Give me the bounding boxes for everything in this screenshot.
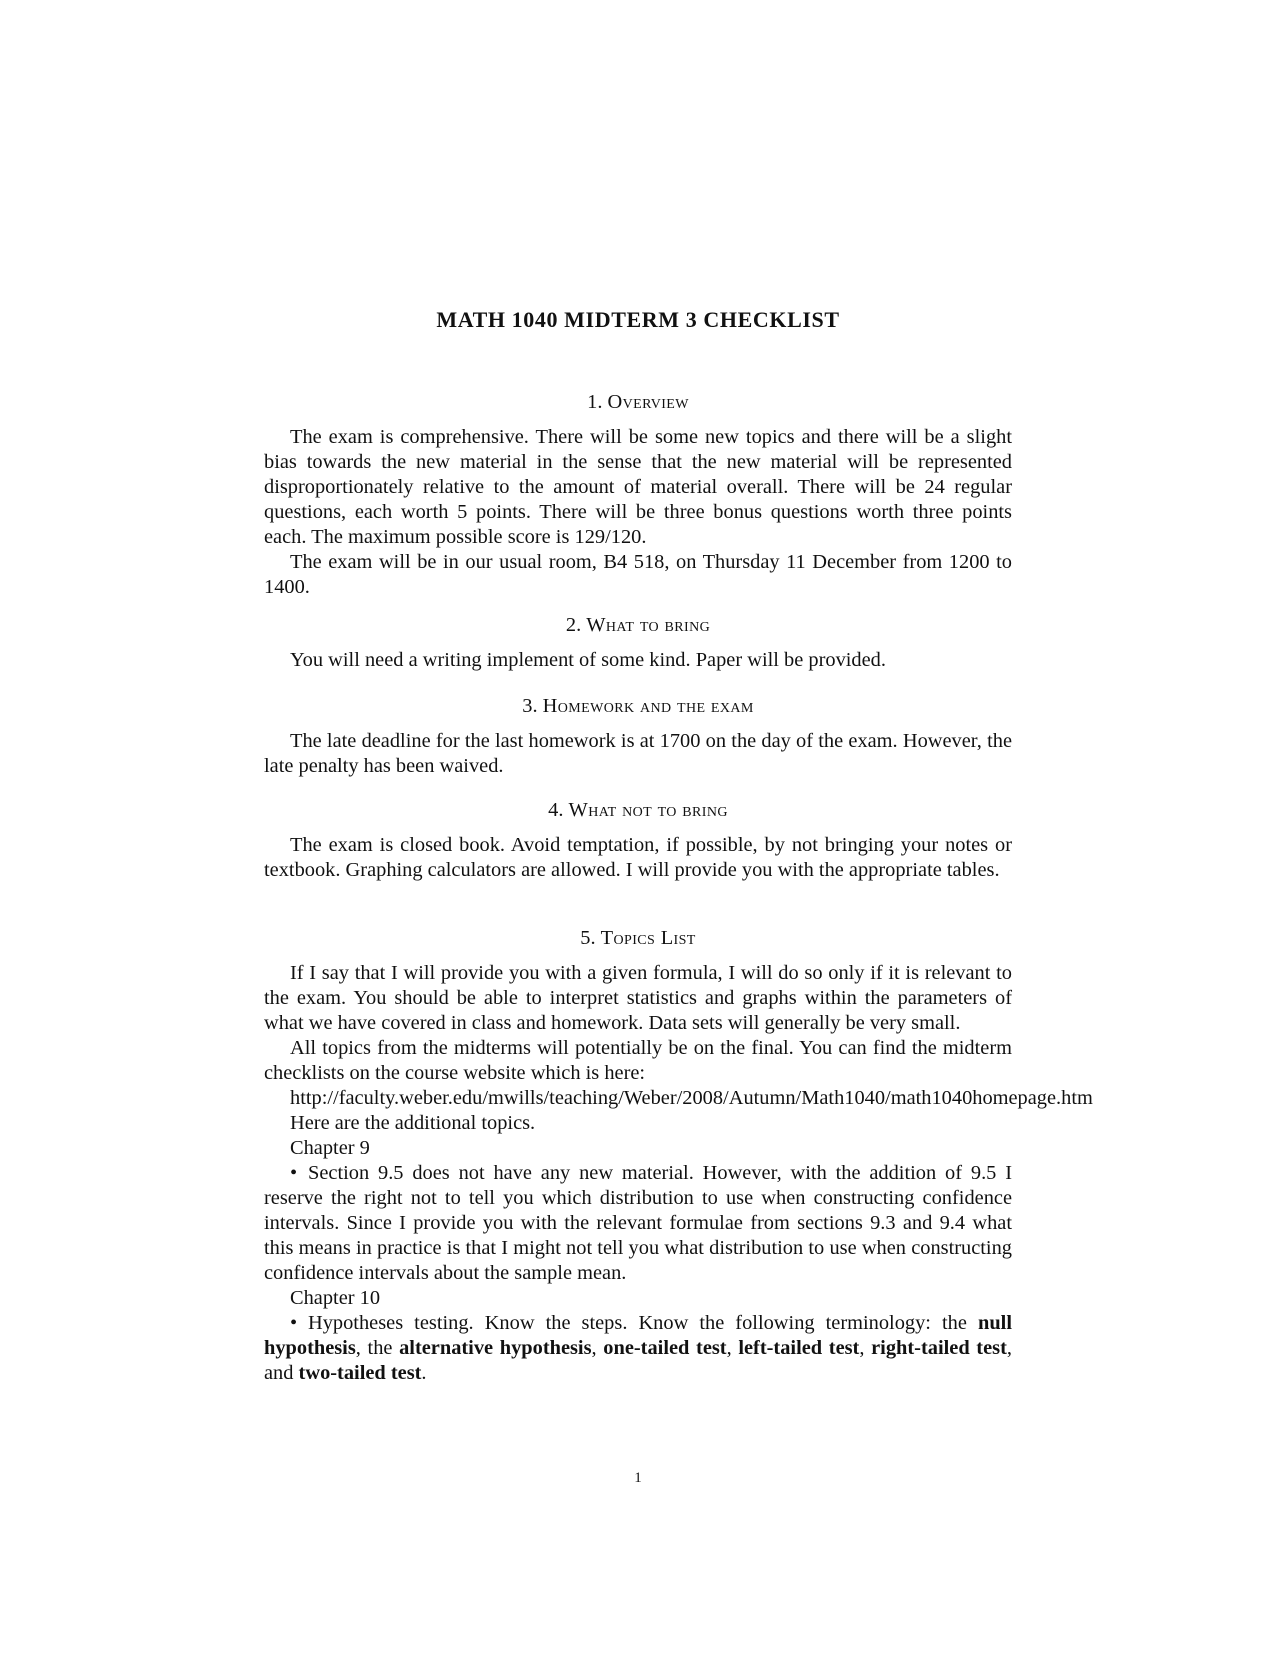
term: one-tailed test [603, 1337, 727, 1359]
section-number: 5. [580, 927, 596, 949]
paragraph: The exam is comprehensive. There will be some new topics and there will be a slight bias towards the new material in the sense that the new material will be represented disproportionately relative to the amount of material overall. There will be 24 regular questions, each worth 5 points. There will be three bonus questions worth three points each. The maximum possible score is 129/120. [264, 426, 1012, 548]
list-item [264, 1161, 1012, 1286]
section-heading-overview [264, 390, 1012, 415]
paragraph: Here are the additional topics. [290, 1112, 536, 1134]
term: alternative hypothesis [399, 1337, 592, 1359]
section-body-homework [264, 729, 1012, 779]
term: null hypothesis [264, 1312, 1012, 1359]
section-heading-topics [264, 926, 1012, 951]
list-item [264, 1311, 1012, 1386]
section-title: Overview [607, 391, 689, 413]
connector: , and [264, 1337, 1012, 1384]
paragraph: The exam is closed book. Avoid temptation, if possible, by not bringing your notes or textbook. Graphing calculators are allowed. I will provide you with the appropriate tables. [264, 834, 1012, 881]
section-number: 4. [548, 799, 564, 821]
section-title: Homework and the exam [542, 695, 754, 717]
chapter-label: Chapter 9 [290, 1137, 370, 1159]
section-number: 1. [587, 391, 603, 413]
bullet-icon: • [290, 1312, 298, 1334]
section-title: What not to bring [568, 799, 728, 821]
document-title: MATH 1040 MIDTERM 3 CHECKLIST [436, 307, 840, 332]
term: left-tailed test [738, 1337, 860, 1359]
paragraph: If I say that I will provide you with a given formula, I will do so only if it is relevant to the exam. You should be able to interpret statistics and graphs within the parameters of what we have covered in class and homework. Data sets will generally be very small. [264, 962, 1012, 1034]
list-item-text: Section 9.5 does not have any new material. However, with the addition of 9.5 I reserve the right not to tell you which distribution to use when constructing confidence intervals. Since I provide you with the relevant formulae from sections 9.3 and 9.4 what this means in practice is that I might not tell you what distribution to use when constructing confidence intervals about the sample mean. [264, 1162, 1012, 1284]
section-heading-homework [264, 694, 1012, 719]
course-website-link[interactable]: http://faculty.weber.edu/mwills/teaching/Weber/2008/Autumn/Math1040/math1040homepage.htm [290, 1087, 1093, 1109]
term: two-tailed test [298, 1362, 422, 1384]
section-body-what-to-bring [264, 648, 1012, 673]
paragraph: All topics from the midterms will potentially be on the final. You can find the midterm checklists on the course website which is here: [264, 1037, 1012, 1084]
chapter-label: Chapter 10 [290, 1287, 381, 1309]
list-item-text: Hypotheses testing. Know the steps. Know the following terminology: the [308, 1312, 967, 1334]
connector: , [591, 1337, 604, 1359]
section-title: Topics List [600, 927, 696, 949]
section-body-overview [264, 425, 1012, 600]
paragraph: The late deadline for the last homework is at 1700 on the day of the exam. However, the late penalty has been waived. [264, 730, 1012, 777]
connector: , [726, 1337, 739, 1359]
section-number: 2. [565, 614, 582, 636]
connector: . [421, 1362, 427, 1384]
section-title: What to bring [586, 614, 711, 636]
connector: , the [355, 1337, 400, 1359]
section-number: 3. [522, 695, 538, 717]
term: right-tailed test [871, 1337, 1007, 1359]
section-heading-what-not-to-bring [264, 798, 1012, 823]
connector: , [859, 1337, 865, 1359]
section-body-what-not-to-bring [264, 833, 1012, 883]
paragraph: The exam will be in our usual room, B4 518, on Thursday 11 December from 1200 to 1400. [264, 551, 1012, 598]
section-heading-what-to-bring [264, 613, 1012, 638]
page-number: 1 [634, 1470, 642, 1486]
bullet-icon: • [290, 1162, 298, 1184]
section-body-topics [264, 961, 1093, 1386]
paragraph: You will need a writing implement of some kind. Paper will be provided. [290, 649, 886, 671]
